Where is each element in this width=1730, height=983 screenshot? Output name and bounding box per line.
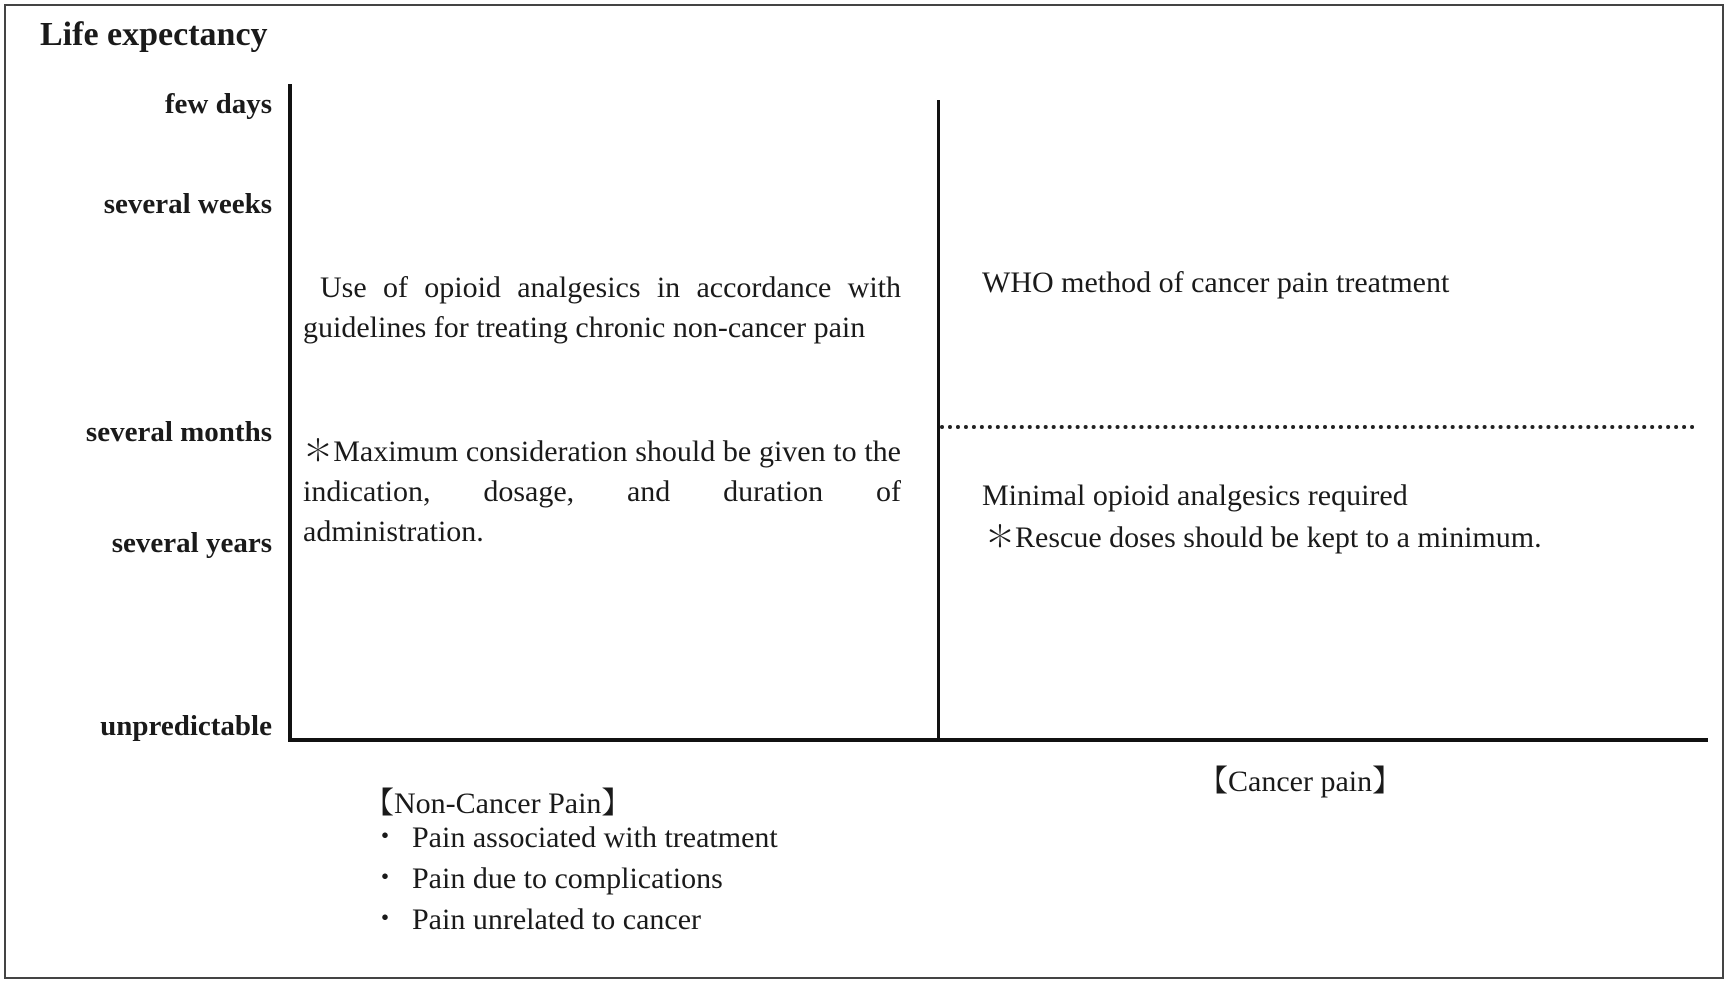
bullet-marker: ・ (370, 862, 400, 895)
list-item-text: Pain associated with treatment (412, 821, 778, 854)
non-cancer-main-text: Use of opioid analgesics in accordance with guidelines for treating chronic non-cancer pain (303, 271, 901, 344)
cancer-upper-text: WHO method of cancer pain treatment (982, 266, 1450, 299)
y-label-several-years: several years (111, 527, 272, 559)
list-item (368, 899, 778, 940)
cancer-lower-text: Minimal opioid analgesics required (982, 479, 1408, 512)
list-item (368, 858, 778, 899)
diagram-title: Life expectancy (40, 16, 268, 53)
category-divider (937, 100, 940, 740)
y-label-several-weeks: several weeks (103, 188, 272, 220)
list-item (368, 817, 778, 858)
non-cancer-note: ＊Maximum consideration should be given to the indication, dosage, and duration of administration. (303, 435, 901, 548)
y-label-few-days: few days (164, 88, 272, 120)
y-axis-line (288, 84, 292, 742)
x-axis-line (288, 738, 1708, 742)
cancer-lower-note: ＊Rescue doses should be kept to a minimum. (985, 521, 1542, 554)
non-cancer-category-label: 【Non-Cancer Pain】 (364, 787, 632, 820)
bullet-marker: ・ (370, 903, 400, 936)
y-label-several-months: several months (85, 416, 272, 448)
cancer-category-label: 【Cancer pain】 (1198, 765, 1403, 798)
bullet-marker: ・ (370, 821, 400, 854)
list-item-text: Pain unrelated to cancer (412, 903, 702, 936)
y-label-unpredictable: unpredictable (100, 710, 272, 742)
list-item-text: Pain due to complications (412, 862, 723, 895)
non-cancer-bullet-list (368, 817, 778, 940)
cancer-threshold-dotted-line (940, 425, 1695, 429)
